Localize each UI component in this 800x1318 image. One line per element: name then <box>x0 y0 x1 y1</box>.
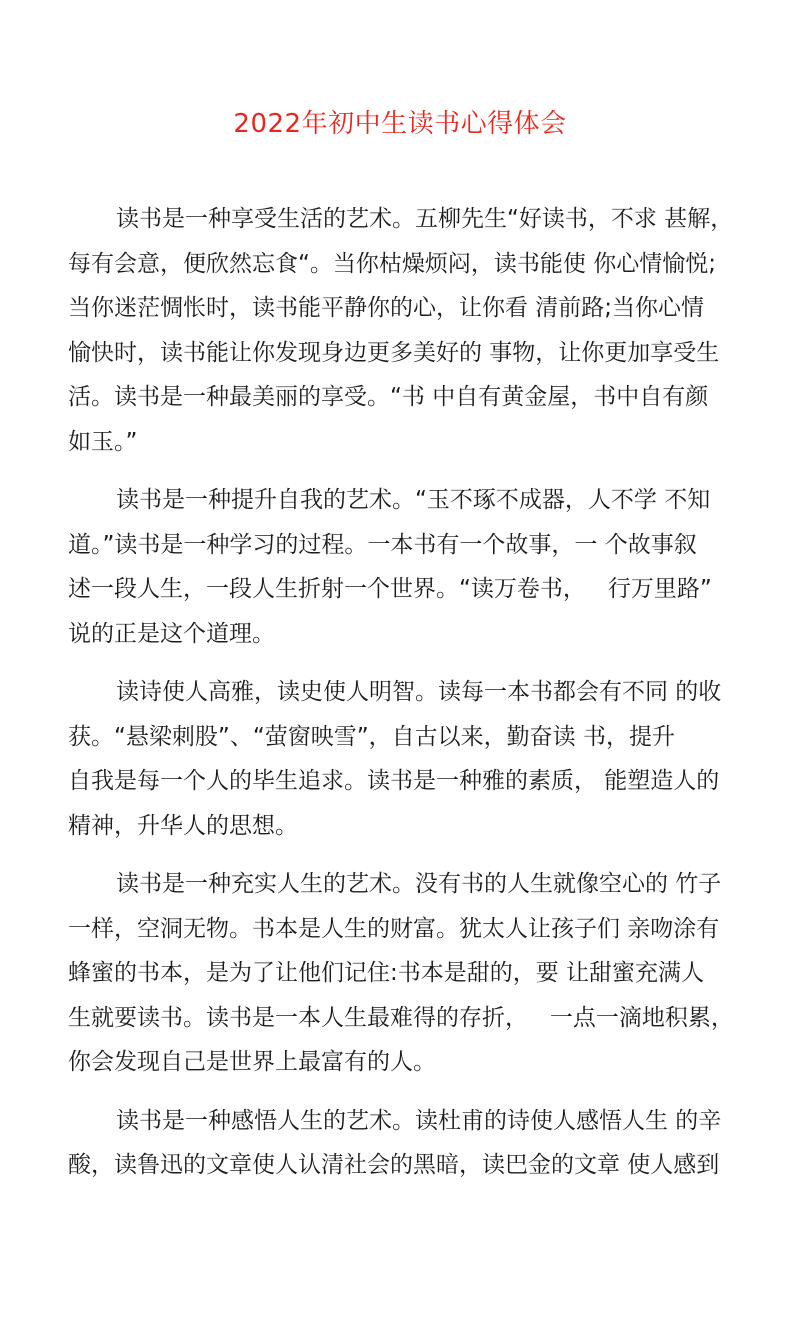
text-line: 生就要读书。读书是一本人生最难得的存折， 一点一滴地积累， <box>68 1004 734 1031</box>
text-line: 读书是一种享受生活的艺术。五柳先生“好读书，不求 甚解， <box>116 206 734 232</box>
text-line: 当你迷茫惆怅时，读书能平静你的心，让你看 清前路;当你心情 <box>68 295 705 321</box>
text-line: 述一段人生，一段人生折射一个世界。“读万卷书， 行万里路” <box>68 576 712 602</box>
text-line: 读诗使人高雅，读史使人明智。读每一本书都会有不同 的收 <box>116 679 722 705</box>
text-line: 蜂蜜的书本，是为了让他们记住:书本是甜的，要 让甜蜜充满人 <box>68 960 705 986</box>
text-line: 一样，空洞无物。书本是人生的财富。犹太人让孩子们 亲吻涂有 <box>68 915 720 942</box>
text-line: 道。”读书是一种学习的过程。一本书有一个故事，一 个故事叙 <box>68 531 697 558</box>
document-title: 2022年初中生读书心得体会 <box>233 109 567 139</box>
text-line: 读书是一种感悟人生的艺术。读杜甫的诗使人感悟人生 的辛 <box>116 1107 722 1134</box>
paragraph <box>68 1099 740 1188</box>
text-line: 如玉。” <box>68 428 138 455</box>
text-line: 自我是每一个人的毕生追求。读书是一种雅的素质， 能塑造人的 <box>68 768 720 794</box>
text-line: 愉快时，读书能让你发现身边更多美好的 事物，让你更加享受生 <box>68 339 720 366</box>
text-line: 活。读书是一种最美丽的享受。“书 中自有黄金屋，书中自有颜 <box>68 384 709 410</box>
text-line: 说的正是这个道理。 <box>68 620 275 647</box>
paragraph <box>68 862 740 1085</box>
text-line: 你会发现自己是世界上最富有的人。 <box>68 1049 436 1075</box>
paragraph <box>68 478 740 656</box>
text-line: 酸，读鲁迅的文章使人认清社会的黑暗，读巴金的文章 使人感到 <box>68 1152 720 1178</box>
text-line: 精神，升华人的思想。 <box>68 812 298 839</box>
paragraph <box>68 670 740 848</box>
text-line: 读书是一种提升自我的艺术。“玉不琢不成器，人不学 不知 <box>116 487 711 513</box>
text-line: 获。“悬梁刺股”、“萤窗映雪”，自古以来，勤奋读 书，提升 <box>68 723 675 750</box>
document-body <box>68 197 740 1202</box>
text-line: 读书是一种充实人生的艺术。没有书的人生就像空心的 竹子 <box>116 871 722 897</box>
text-line: 每有会意，便欣然忘食“。当你枯燥烦闷，读书能使 你心情愉悦; <box>68 250 716 277</box>
paragraph <box>68 197 740 464</box>
